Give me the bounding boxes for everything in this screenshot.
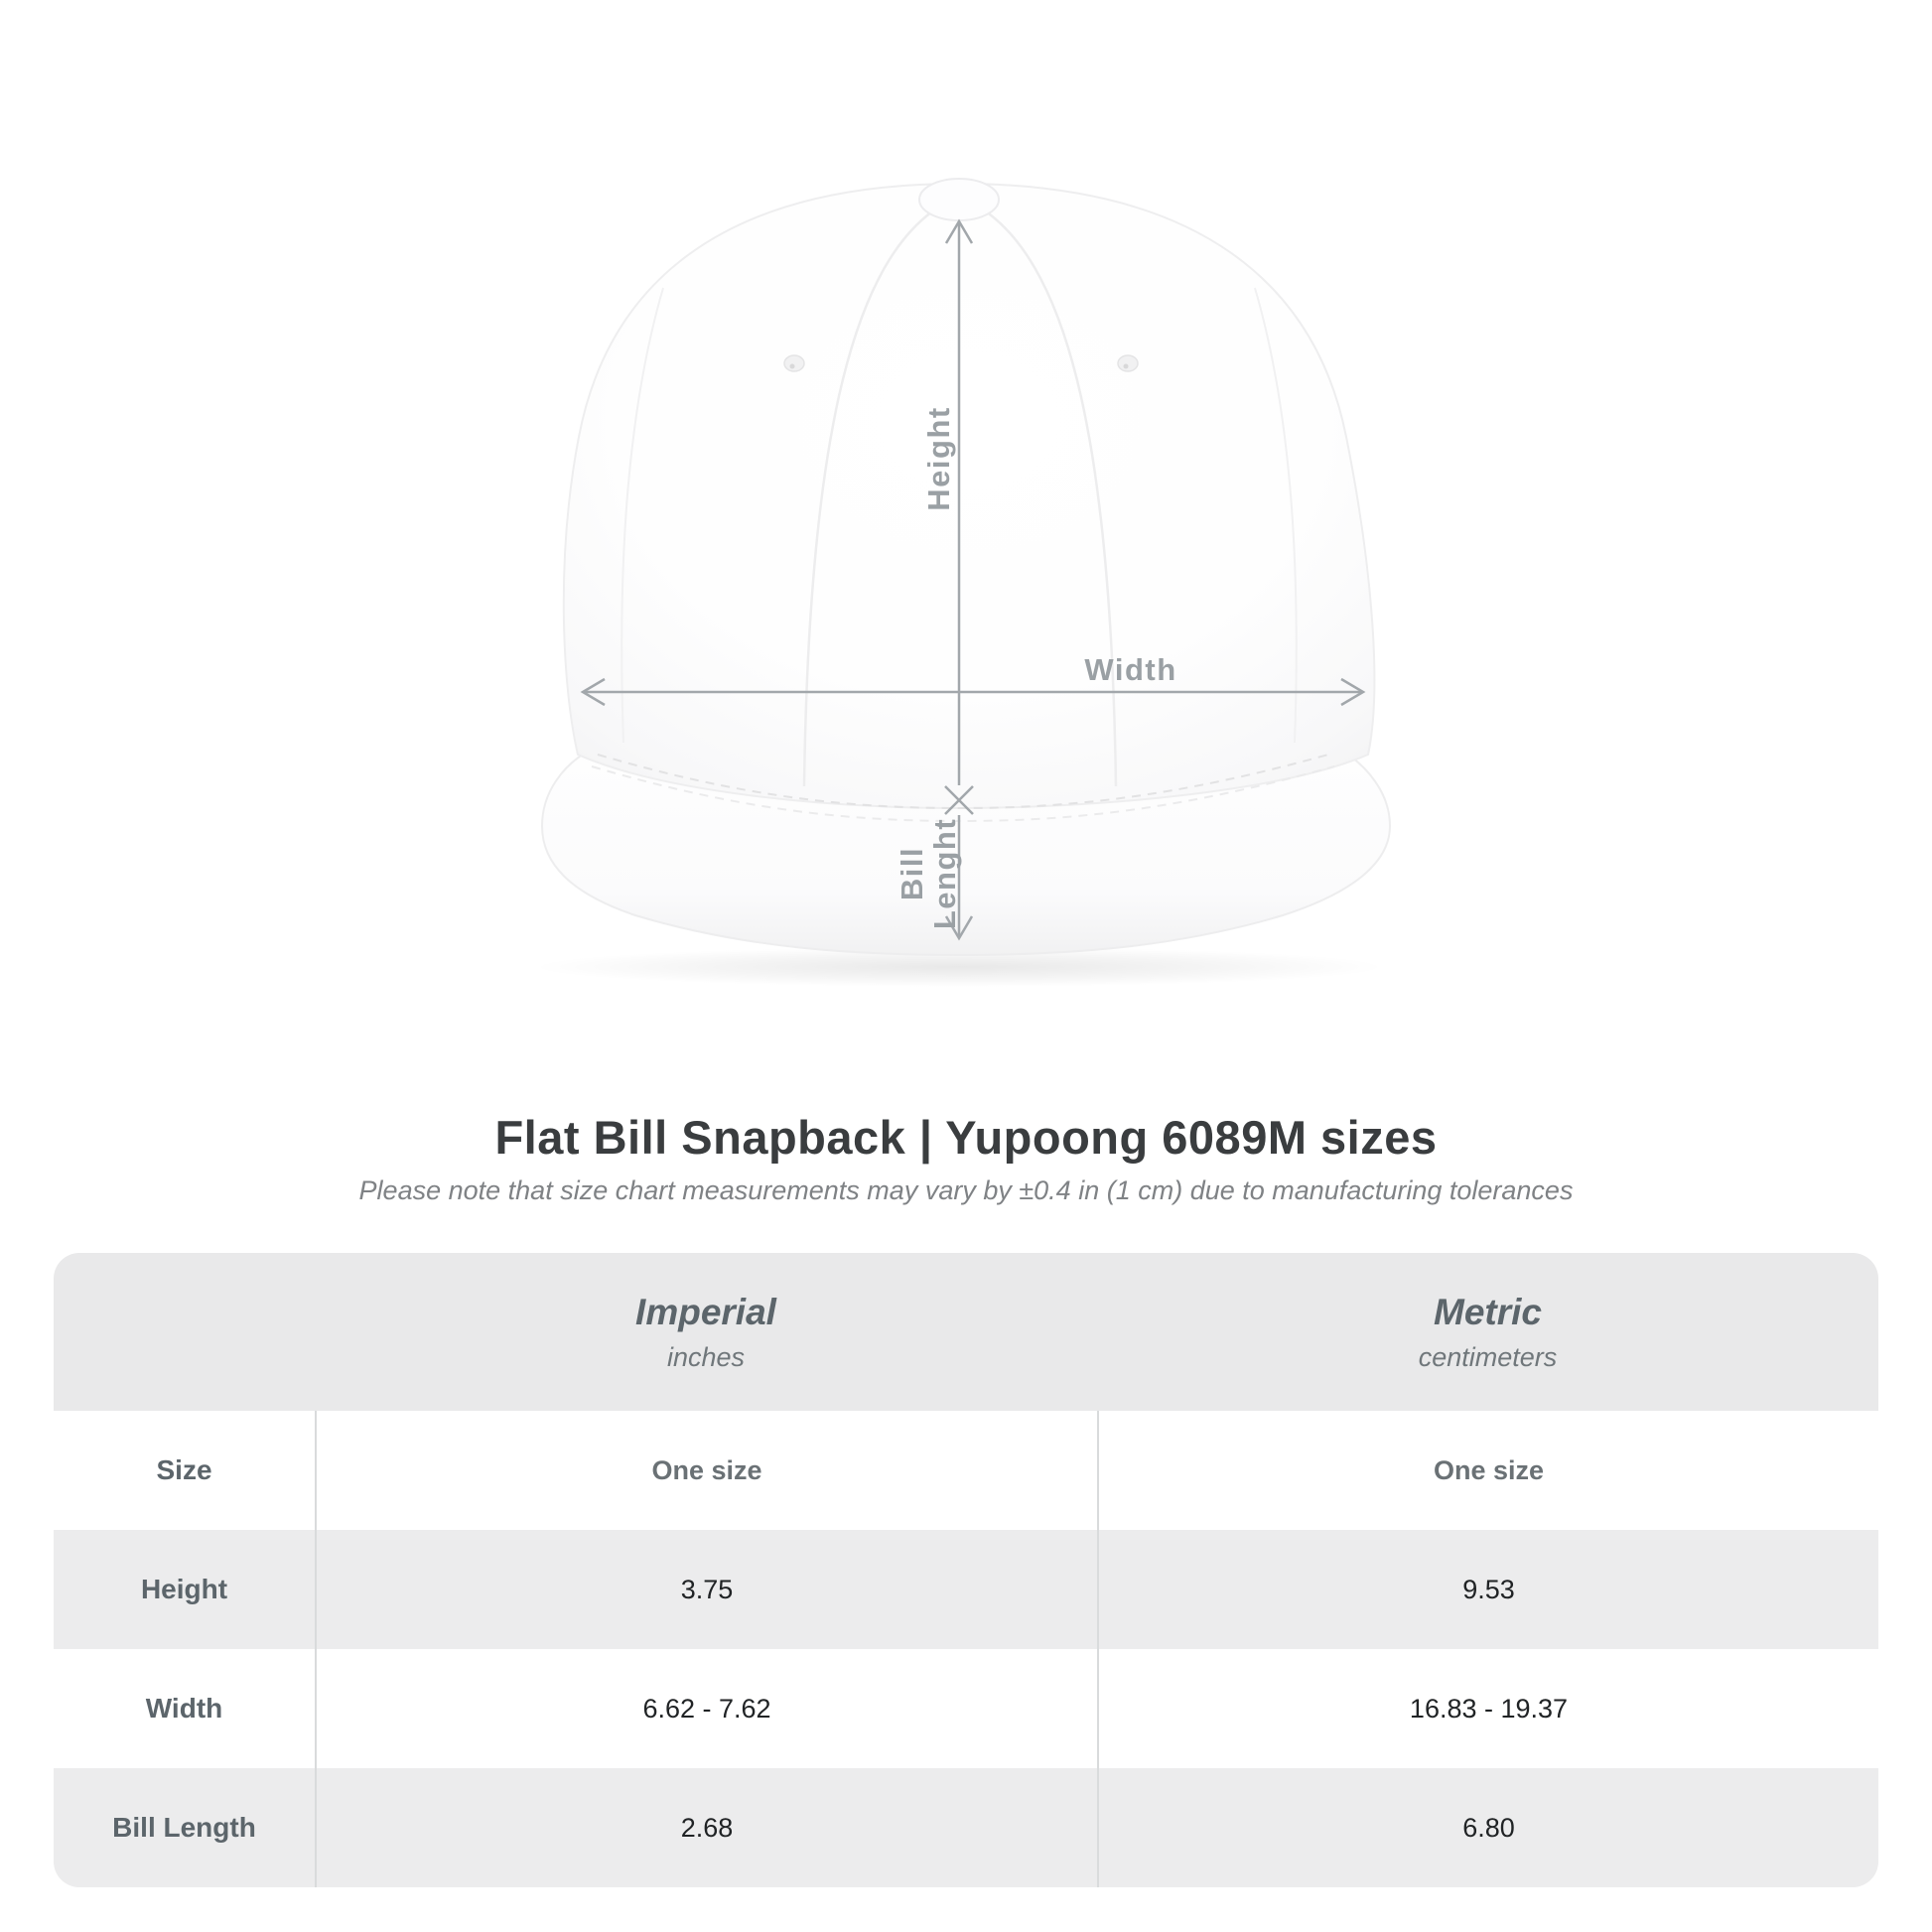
hat-button bbox=[919, 179, 999, 220]
row-label-size: Size bbox=[156, 1454, 212, 1485]
table-row-height bbox=[54, 1530, 1878, 1649]
tolerance-note: Please note that size chart measurements may vary by ±0.4 in (1 cm) due to manufacturing tolerances bbox=[358, 1175, 1574, 1205]
bill-length-measure-label-line1: Bill bbox=[895, 846, 929, 901]
table-row-size bbox=[54, 1411, 1878, 1530]
hat-eyelet-right bbox=[1118, 355, 1138, 371]
metric-unit: centimeters bbox=[1418, 1341, 1558, 1372]
row-label-height: Height bbox=[140, 1574, 228, 1604]
height-measure-label: Height bbox=[921, 406, 956, 511]
metric-label: Metric bbox=[1434, 1291, 1542, 1332]
bill-length-measure-label-line2: Lenght bbox=[927, 817, 962, 930]
size-metric-value: One size bbox=[1433, 1454, 1545, 1485]
header-imperial bbox=[315, 1253, 1097, 1411]
page-title: Flat Bill Snapback | Yupoong 6089M sizes bbox=[494, 1111, 1438, 1164]
size-chart-table bbox=[54, 1253, 1878, 1887]
header-spacer-cell bbox=[54, 1253, 315, 1411]
hat-crown bbox=[564, 184, 1375, 808]
header-metric bbox=[1097, 1253, 1878, 1411]
hat-eyelet-left bbox=[784, 355, 804, 371]
imperial-unit: inches bbox=[666, 1341, 746, 1372]
height-metric-value: 9.53 bbox=[1462, 1574, 1515, 1604]
table-row-width bbox=[54, 1649, 1878, 1768]
width-measure-label: Width bbox=[1084, 652, 1177, 687]
bill-length-metric-value: 6.80 bbox=[1462, 1812, 1515, 1843]
table-row-bill-length bbox=[54, 1768, 1878, 1887]
row-label-bill-length: Bill Length bbox=[112, 1812, 256, 1843]
width-imperial-value: 6.62 - 7.62 bbox=[642, 1693, 771, 1724]
bill-length-imperial-value: 2.68 bbox=[680, 1812, 734, 1843]
row-label-width: Width bbox=[145, 1693, 223, 1724]
height-imperial-value: 3.75 bbox=[680, 1574, 734, 1604]
width-metric-value: 16.83 - 19.37 bbox=[1409, 1693, 1569, 1724]
size-imperial-value: One size bbox=[651, 1454, 762, 1485]
imperial-label: Imperial bbox=[635, 1291, 776, 1332]
size-chart-header bbox=[54, 1253, 1878, 1411]
